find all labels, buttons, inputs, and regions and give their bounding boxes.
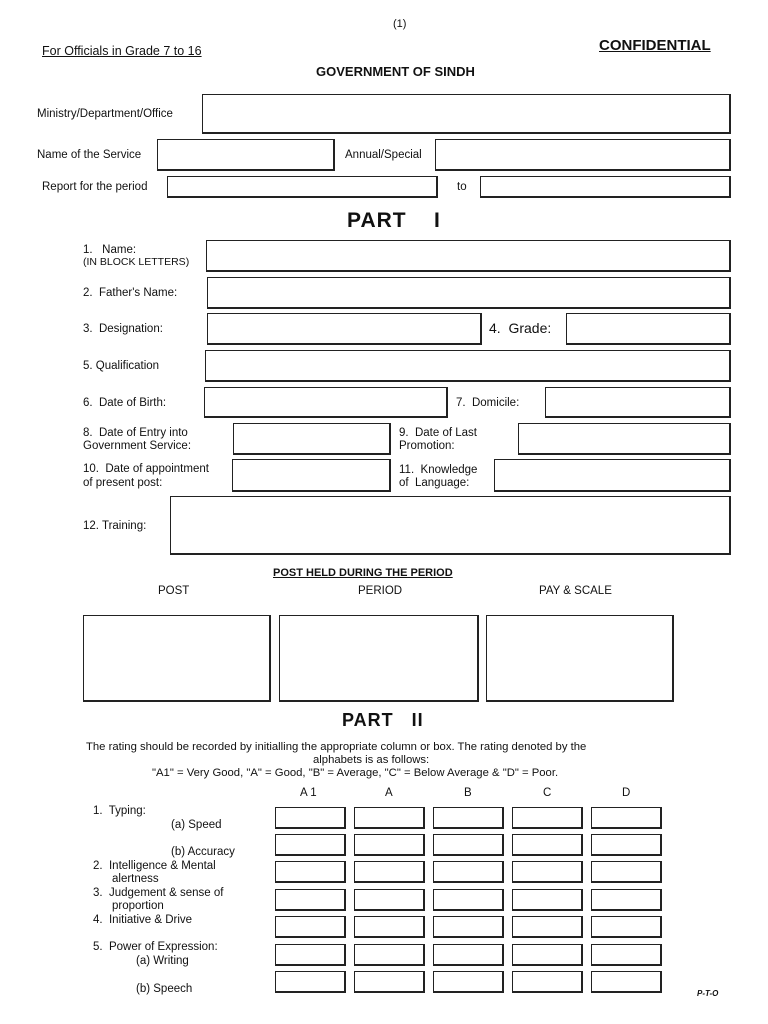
confidential-heading: CONFIDENTIAL [599, 37, 711, 54]
rating-instruction-line2: alphabets is as follows: [313, 754, 430, 766]
typing-speed-label: (a) Speed [171, 819, 222, 831]
language-label: 11. Knowledge [399, 464, 478, 476]
ministry-field[interactable] [202, 94, 731, 134]
training-field[interactable] [170, 496, 731, 555]
father-name-field[interactable] [207, 277, 731, 309]
pay-scale-column-header: PAY & SCALE [539, 585, 612, 597]
rating-box-judgement-d[interactable] [591, 889, 662, 911]
rating-box-accuracy-c[interactable] [512, 834, 583, 856]
annual-special-label: Annual/Special [345, 149, 422, 161]
period-to-field[interactable] [480, 176, 731, 198]
rating-box-initiative-a1[interactable] [275, 916, 346, 938]
rating-box-intelligence-b[interactable] [433, 861, 504, 883]
post-column-header: POST [158, 585, 190, 597]
name-field[interactable] [206, 240, 731, 272]
designation-field[interactable] [207, 313, 482, 345]
rating-box-initiative-a[interactable] [354, 916, 425, 938]
intelligence-label: 2. Intelligence & Mental [93, 860, 216, 872]
grade-field[interactable] [566, 313, 731, 345]
rating-legend: "A1" = Very Good, "A" = Good, "B" = Average, "C" = Below Average & "D" = Poor. [152, 767, 559, 779]
rating-box-writing-a[interactable] [354, 944, 425, 966]
name-label: 1. Name: [83, 244, 137, 256]
last-promotion-label-line2: Promotion: [399, 440, 455, 452]
rating-box-writing-b[interactable] [433, 944, 504, 966]
typing-accuracy-label: (b) Accuracy [171, 846, 235, 858]
pto-note: P-T-O [697, 989, 719, 998]
rating-box-judgement-b[interactable] [433, 889, 504, 911]
service-label: Name of the Service [37, 149, 142, 161]
appointment-date-label-line2: of present post: [83, 477, 163, 489]
grade-label: 4. Grade: [489, 320, 552, 336]
rating-box-speed-b[interactable] [433, 807, 504, 829]
rating-header-c: C [543, 787, 552, 799]
qualification-field[interactable] [205, 350, 731, 382]
period-field[interactable] [279, 615, 479, 702]
rating-box-accuracy-a1[interactable] [275, 834, 346, 856]
period-to-label: to [457, 181, 467, 193]
rating-box-speech-c[interactable] [512, 971, 583, 993]
period-column-header: PERIOD [358, 585, 403, 597]
rating-box-intelligence-a[interactable] [354, 861, 425, 883]
language-label-line2: of Language: [399, 477, 470, 489]
rating-instruction: The rating should be recorded by initialling the appropriate column or box. The rating denoted by the [86, 741, 587, 753]
language-field[interactable] [494, 459, 731, 492]
service-field[interactable] [157, 139, 335, 171]
officials-grade-note: For Officials in Grade 7 to 16 [42, 44, 202, 58]
rating-box-judgement-a[interactable] [354, 889, 425, 911]
dob-label: 6. Date of Birth: [83, 397, 167, 409]
rating-box-judgement-c[interactable] [512, 889, 583, 911]
page-number: (1) [393, 18, 407, 30]
ministry-label: Ministry/Department/Office [37, 108, 173, 120]
rating-box-speech-d[interactable] [591, 971, 662, 993]
post-held-heading: POST HELD DURING THE PERIOD [273, 567, 453, 579]
rating-box-writing-d[interactable] [591, 944, 662, 966]
rating-box-writing-c[interactable] [512, 944, 583, 966]
rating-box-speed-a[interactable] [354, 807, 425, 829]
dob-field[interactable] [204, 387, 448, 418]
rating-header-b: B [464, 787, 472, 799]
typing-label: 1. Typing: [93, 805, 146, 817]
expression-speech-label: (b) Speech [136, 983, 193, 995]
entry-date-field[interactable] [233, 423, 391, 455]
rating-box-speech-b[interactable] [433, 971, 504, 993]
rating-box-writing-a1[interactable] [275, 944, 346, 966]
rating-box-initiative-b[interactable] [433, 916, 504, 938]
rating-box-judgement-a1[interactable] [275, 889, 346, 911]
rating-header-a1: A 1 [300, 787, 317, 799]
domicile-field[interactable] [545, 387, 731, 418]
period-from-field[interactable] [167, 176, 438, 198]
name-sublabel: (IN BLOCK LETTERS) [83, 256, 190, 268]
judgement-label: 3. Judgement & sense of [93, 887, 224, 899]
expression-writing-label: (a) Writing [136, 955, 189, 967]
appointment-date-label: 10. Date of appointment [83, 463, 209, 475]
father-name-label: 2. Father's Name: [83, 287, 178, 299]
part-one-heading: PART I [347, 209, 441, 232]
rating-box-intelligence-a1[interactable] [275, 861, 346, 883]
entry-date-label: 8. Date of Entry into [83, 427, 188, 439]
expression-label: 5. Power of Expression: [93, 941, 218, 953]
report-period-label: Report for the period [42, 181, 148, 193]
annual-special-field[interactable] [435, 139, 731, 171]
initiative-label: 4. Initiative & Drive [93, 914, 193, 926]
rating-box-accuracy-a[interactable] [354, 834, 425, 856]
rating-box-initiative-c[interactable] [512, 916, 583, 938]
government-heading: GOVERNMENT OF SINDH [316, 64, 475, 79]
last-promotion-label: 9. Date of Last [399, 427, 477, 439]
rating-header-d: D [622, 787, 631, 799]
designation-label: 3. Designation: [83, 323, 163, 335]
rating-box-speech-a1[interactable] [275, 971, 346, 993]
pay-scale-field[interactable] [486, 615, 674, 702]
rating-box-speed-d[interactable] [591, 807, 662, 829]
rating-box-speech-a[interactable] [354, 971, 425, 993]
rating-box-accuracy-b[interactable] [433, 834, 504, 856]
rating-box-intelligence-c[interactable] [512, 861, 583, 883]
training-label: 12. Training: [83, 520, 147, 532]
judgement-label-line2: proportion [112, 900, 164, 912]
part-two-heading: PART II [342, 710, 424, 730]
appointment-date-field[interactable] [232, 459, 391, 492]
post-field[interactable] [83, 615, 271, 702]
intelligence-label-line2: alertness [112, 873, 159, 885]
rating-box-intelligence-d[interactable] [591, 861, 662, 883]
last-promotion-field[interactable] [518, 423, 731, 455]
rating-box-initiative-d[interactable] [591, 916, 662, 938]
rating-header-a: A [385, 787, 393, 799]
rating-box-speed-c[interactable] [512, 807, 583, 829]
domicile-label: 7. Domicile: [456, 397, 520, 409]
entry-date-label-line2: Government Service: [83, 440, 192, 452]
rating-box-accuracy-d[interactable] [591, 834, 662, 856]
qualification-label: 5. Qualification [83, 360, 160, 372]
rating-box-speed-a1[interactable] [275, 807, 346, 829]
